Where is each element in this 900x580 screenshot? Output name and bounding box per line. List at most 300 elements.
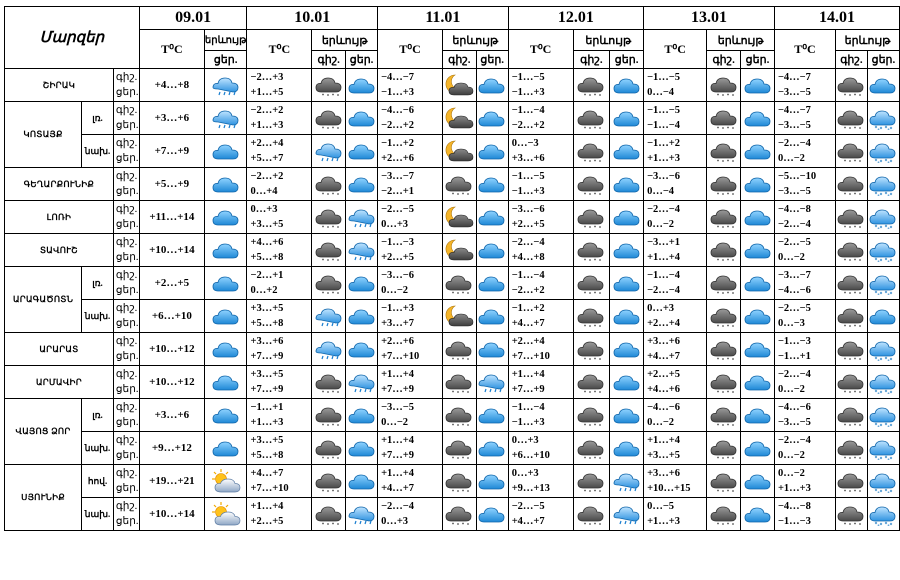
moon-cloud-icon xyxy=(444,205,474,229)
night-weather-icon xyxy=(312,432,346,465)
cloud-grey-icon xyxy=(314,106,344,130)
subregion-label: լռ. xyxy=(82,267,114,300)
temp-cell xyxy=(378,168,443,201)
day-weather-icon xyxy=(346,333,378,366)
night-temp: −2…−5 xyxy=(381,204,415,215)
cloud-grey-icon xyxy=(836,502,866,526)
day-col-header-5: ցեր. xyxy=(867,51,899,69)
region-name: ԿՈՏԱՅՔ xyxy=(5,102,82,168)
temp-cell xyxy=(378,432,443,465)
day-temp: 0…−2 xyxy=(381,417,409,428)
day0-weather-icon xyxy=(204,267,247,300)
temp-cell xyxy=(508,432,573,465)
night-temp: +3…+5 xyxy=(250,303,284,314)
day-weather-icon xyxy=(476,465,508,498)
night-weather-icon xyxy=(312,201,346,234)
cloud-grey-icon xyxy=(709,502,739,526)
night-weather-icon xyxy=(707,201,741,234)
cloud-blue-icon xyxy=(868,305,898,327)
night-temp: 0…−5 xyxy=(647,501,675,512)
temp-cell xyxy=(644,135,707,168)
temp-cell xyxy=(774,432,835,465)
temp-cell xyxy=(378,102,443,135)
temp-cell xyxy=(508,300,573,333)
temp-cell xyxy=(508,135,573,168)
day-temp: −2…+2 xyxy=(381,120,415,131)
day-weather-icon xyxy=(476,300,508,333)
region-row xyxy=(5,432,900,465)
night-temp: +2…+4 xyxy=(250,138,284,149)
sun-cloud-icon xyxy=(211,468,241,494)
cloud-grey-icon xyxy=(709,370,739,394)
day-col-header-1: ցեր. xyxy=(346,51,378,69)
day-weather-icon xyxy=(346,234,378,267)
night-weather-icon xyxy=(312,366,346,399)
night-temp: 0…+3 xyxy=(647,303,675,314)
night-weather-icon xyxy=(707,267,741,300)
day-weather-icon xyxy=(741,201,775,234)
night-temp: −4…−8 xyxy=(777,501,811,512)
day-weather-icon xyxy=(346,300,378,333)
cloud-grey-icon xyxy=(576,172,606,196)
cloud-snow-icon xyxy=(868,469,898,493)
cloud-grey-icon xyxy=(314,436,344,460)
day-temp: +7…+10 xyxy=(511,351,550,362)
cloud-snow-icon xyxy=(868,403,898,427)
day-label: ցեր. xyxy=(115,252,139,263)
night-temp: −4…−6 xyxy=(777,402,811,413)
temp-header-3: T⁰C xyxy=(508,30,573,69)
day0-weather-icon xyxy=(204,300,247,333)
cloud-blue-icon xyxy=(612,404,642,426)
cloud-grey-icon xyxy=(576,370,606,394)
cloud-grey-icon xyxy=(444,271,474,295)
cloud-grey-icon xyxy=(444,172,474,196)
region-name: ՏԱՎՈՒՇ xyxy=(5,234,114,267)
night-col-header-5: գիշ. xyxy=(835,51,867,69)
night-weather-icon xyxy=(312,102,346,135)
night-temp: +3…+6 xyxy=(250,336,284,347)
night-day-label xyxy=(113,135,139,168)
day-label: ցեր. xyxy=(115,417,139,428)
temp-cell xyxy=(508,399,573,432)
night-weather-icon xyxy=(312,399,346,432)
day0-temp: +4…+8 xyxy=(139,69,204,102)
night-label: գիշ. xyxy=(115,72,138,83)
night-temp: +2…+4 xyxy=(511,336,545,347)
day-temp: +1…+3 xyxy=(647,153,681,164)
cloud-grey-icon xyxy=(836,304,866,328)
night-day-label xyxy=(113,399,139,432)
night-temp: −1…−4 xyxy=(511,402,545,413)
cloud-grey-icon xyxy=(576,238,606,262)
night-temp: +1…+4 xyxy=(511,369,545,380)
day-weather-icon xyxy=(741,498,775,531)
night-label: գիշ. xyxy=(115,303,138,314)
temp-cell xyxy=(774,399,835,432)
night-weather-icon xyxy=(312,234,346,267)
temp-cell xyxy=(774,69,835,102)
temp-cell xyxy=(774,135,835,168)
night-label: գիշ. xyxy=(115,237,138,248)
cloud-blue-icon xyxy=(347,140,377,162)
cloud-blue-icon xyxy=(477,239,507,261)
day-weather-icon xyxy=(741,366,775,399)
cloud-grey-icon xyxy=(576,337,606,361)
day-weather-icon xyxy=(346,465,378,498)
day0-weather-icon xyxy=(204,465,247,498)
cloud-blue-icon xyxy=(211,239,241,261)
cloud-blue-icon xyxy=(347,404,377,426)
day-weather-icon xyxy=(610,498,644,531)
night-temp: 0…+3 xyxy=(511,435,539,446)
day0-temp: +3…+6 xyxy=(139,102,204,135)
cloud-grey-icon xyxy=(576,271,606,295)
cloud-grey-icon xyxy=(314,370,344,394)
day-temp: +7…+10 xyxy=(381,351,420,362)
weather-header-4: երևույթ xyxy=(707,30,775,51)
night-weather-icon xyxy=(442,135,476,168)
day0-weather-icon xyxy=(204,69,247,102)
weather-header-1: երևույթ xyxy=(312,30,378,51)
day0-temp: +5…+9 xyxy=(139,168,204,201)
temp-cell xyxy=(508,102,573,135)
subregion-label: լռ. xyxy=(82,399,114,432)
night-temp: +3…+5 xyxy=(250,435,284,446)
region-row xyxy=(5,498,900,531)
cloud-grey-icon xyxy=(836,73,866,97)
cloud-grey-icon xyxy=(709,469,739,493)
temp-cell xyxy=(247,267,312,300)
cloud-blue-icon xyxy=(612,272,642,294)
temp-cell xyxy=(644,300,707,333)
temp-cell xyxy=(508,465,573,498)
subregion-label: նախ. xyxy=(82,432,114,465)
night-weather-icon xyxy=(835,234,867,267)
moon-cloud-icon xyxy=(444,238,474,262)
day-col-header-4: ցեր. xyxy=(741,51,775,69)
cloud-rain-icon xyxy=(612,469,642,493)
day-temp: +7…+9 xyxy=(381,450,415,461)
night-temp: −2…−4 xyxy=(777,369,811,380)
night-weather-icon xyxy=(442,168,476,201)
day-weather-icon xyxy=(476,366,508,399)
cloud-grey-icon xyxy=(709,403,739,427)
day-weather-icon xyxy=(741,102,775,135)
night-weather-icon xyxy=(573,432,610,465)
day-weather-icon xyxy=(741,69,775,102)
night-weather-icon xyxy=(573,135,610,168)
day0-weather-icon xyxy=(204,102,247,135)
region-row xyxy=(5,366,900,399)
temp-cell xyxy=(508,267,573,300)
cloud-blue-icon xyxy=(347,305,377,327)
night-temp: +3…+6 xyxy=(647,468,681,479)
night-weather-icon xyxy=(312,300,346,333)
night-temp: −2…−5 xyxy=(511,501,545,512)
cloud-rain-icon xyxy=(314,139,344,163)
day-weather-icon xyxy=(610,333,644,366)
day0-temp: +19…+21 xyxy=(139,465,204,498)
cloud-grey-icon xyxy=(709,205,739,229)
day-temp: +5…+7 xyxy=(250,153,284,164)
cloud-grey-icon xyxy=(314,172,344,196)
cloud-blue-icon xyxy=(868,74,898,96)
cloud-blue-icon xyxy=(743,503,773,525)
night-weather-icon xyxy=(707,399,741,432)
moon-cloud-icon xyxy=(444,304,474,328)
cloud-snow-icon xyxy=(868,205,898,229)
temp-header-2: T⁰C xyxy=(378,30,443,69)
temp-cell xyxy=(644,69,707,102)
night-temp: −3…−7 xyxy=(777,270,811,281)
cloud-blue-icon xyxy=(211,437,241,459)
cloud-blue-icon xyxy=(612,173,642,195)
cloud-grey-icon xyxy=(836,271,866,295)
day0-weather-icon xyxy=(204,366,247,399)
cloud-grey-icon xyxy=(314,502,344,526)
day-weather-icon xyxy=(346,69,378,102)
region-name: ԱՐԱՐԱՏ xyxy=(5,333,114,366)
night-day-label xyxy=(113,267,139,300)
cloud-snow-icon xyxy=(868,106,898,130)
day0-temp: +3…+6 xyxy=(139,399,204,432)
night-label: գիշ. xyxy=(115,468,138,479)
cloud-blue-icon xyxy=(477,305,507,327)
cloud-blue-icon xyxy=(612,140,642,162)
day-temp: −1…−3 xyxy=(777,516,811,527)
region-row xyxy=(5,300,900,333)
day-col-header-2: ցեր. xyxy=(476,51,508,69)
cloud-grey-icon xyxy=(709,238,739,262)
day-weather-icon xyxy=(346,135,378,168)
night-temp: +3…+5 xyxy=(250,369,284,380)
day-weather-icon xyxy=(346,399,378,432)
night-weather-icon xyxy=(442,333,476,366)
day-weather-icon xyxy=(867,267,899,300)
night-day-label xyxy=(113,498,139,531)
day-weather-icon xyxy=(476,432,508,465)
day-weather-icon xyxy=(610,432,644,465)
cloud-grey-icon xyxy=(314,238,344,262)
day-weather-icon xyxy=(741,267,775,300)
day-temp: +1…+5 xyxy=(250,87,284,98)
temp-cell xyxy=(378,300,443,333)
day-weather-icon xyxy=(867,366,899,399)
temp-cell xyxy=(508,168,573,201)
night-label: գիշ. xyxy=(115,402,138,413)
night-weather-icon xyxy=(707,234,741,267)
day-col-header-0: ցեր. xyxy=(204,51,247,69)
night-weather-icon xyxy=(312,168,346,201)
day-temp: 0…+3 xyxy=(381,516,409,527)
night-weather-icon xyxy=(707,366,741,399)
day-header-0: 09.01 xyxy=(139,7,247,30)
night-temp: +2…+5 xyxy=(647,369,681,380)
night-temp: −1…+2 xyxy=(511,303,545,314)
cloud-snow-icon xyxy=(868,238,898,262)
night-label: գիշ. xyxy=(115,204,138,215)
day-temp: +4…+7 xyxy=(647,351,681,362)
day-weather-icon xyxy=(476,267,508,300)
temp-cell xyxy=(247,234,312,267)
night-label: գիշ. xyxy=(115,138,138,149)
day-col-header-3: ցեր. xyxy=(610,51,644,69)
temp-cell xyxy=(644,333,707,366)
night-weather-icon xyxy=(835,432,867,465)
night-weather-icon xyxy=(707,465,741,498)
night-temp: −1…−5 xyxy=(511,72,545,83)
cloud-snow-icon xyxy=(868,271,898,295)
night-weather-icon xyxy=(312,135,346,168)
night-weather-icon xyxy=(835,267,867,300)
night-day-label xyxy=(113,432,139,465)
temp-cell xyxy=(644,267,707,300)
day0-weather-icon xyxy=(204,498,247,531)
cloud-blue-icon xyxy=(743,74,773,96)
night-day-label xyxy=(113,102,139,135)
day-temp: +7…+10 xyxy=(250,483,289,494)
day-temp: +1…+4 xyxy=(647,252,681,263)
night-weather-icon xyxy=(312,465,346,498)
night-temp: −3…−5 xyxy=(381,402,415,413)
cloud-blue-icon xyxy=(743,338,773,360)
night-weather-icon xyxy=(442,267,476,300)
temp-cell xyxy=(247,168,312,201)
cloud-grey-icon xyxy=(444,403,474,427)
cloud-blue-icon xyxy=(612,338,642,360)
cloud-grey-icon xyxy=(444,436,474,460)
night-weather-icon xyxy=(442,366,476,399)
cloud-rain-icon xyxy=(347,205,377,229)
night-day-label xyxy=(113,234,139,267)
cloud-blue-icon xyxy=(743,206,773,228)
temp-cell xyxy=(378,234,443,267)
night-temp: −2…−4 xyxy=(511,237,545,248)
cloud-grey-icon xyxy=(709,304,739,328)
day-label: ցեր. xyxy=(115,450,139,461)
weather-header-5: երևույթ xyxy=(835,30,899,51)
night-weather-icon xyxy=(573,300,610,333)
night-temp: 0…−3 xyxy=(511,138,539,149)
temp-cell xyxy=(508,201,573,234)
cloud-grey-icon xyxy=(709,139,739,163)
cloud-grey-icon xyxy=(444,337,474,361)
night-weather-icon xyxy=(573,102,610,135)
day-temp: −4…−6 xyxy=(777,285,811,296)
day0-weather-icon xyxy=(204,432,247,465)
day-weather-icon xyxy=(610,102,644,135)
night-temp: −4…−6 xyxy=(647,402,681,413)
cloud-blue-icon xyxy=(477,107,507,129)
day-weather-icon xyxy=(867,465,899,498)
temp-cell xyxy=(378,267,443,300)
region-row xyxy=(5,399,900,432)
night-temp: −2…−4 xyxy=(777,138,811,149)
day-temp: 0…−4 xyxy=(647,87,675,98)
cloud-blue-icon xyxy=(743,173,773,195)
temp-cell xyxy=(774,300,835,333)
cloud-rain-icon xyxy=(347,238,377,262)
cloud-grey-icon xyxy=(576,469,606,493)
cloud-snow-icon xyxy=(868,370,898,394)
cloud-rain-icon xyxy=(612,502,642,526)
day-temp: +7…+9 xyxy=(250,384,284,395)
cloud-grey-icon xyxy=(314,271,344,295)
night-temp: +1…+4 xyxy=(381,369,415,380)
day-temp: −1…+3 xyxy=(511,417,545,428)
day-temp: −2…+1 xyxy=(381,186,415,197)
night-weather-icon xyxy=(835,102,867,135)
night-weather-icon xyxy=(442,300,476,333)
day-temp: −1…−4 xyxy=(647,120,681,131)
temp-cell xyxy=(378,69,443,102)
day-temp: +4…+7 xyxy=(381,483,415,494)
temp-cell xyxy=(247,399,312,432)
day0-temp: +2…+5 xyxy=(139,267,204,300)
temp-cell xyxy=(774,267,835,300)
day0-temp: +10…+14 xyxy=(139,234,204,267)
night-temp: −1…−5 xyxy=(647,72,681,83)
day-weather-icon xyxy=(741,135,775,168)
night-temp: −3…−6 xyxy=(647,171,681,182)
moon-cloud-icon xyxy=(444,139,474,163)
cloud-grey-icon xyxy=(444,469,474,493)
night-weather-icon xyxy=(573,168,610,201)
day-temp: +3…+6 xyxy=(511,153,545,164)
day-label: ցեր. xyxy=(115,285,139,296)
night-temp: −4…−8 xyxy=(777,204,811,215)
day-temp: 0…+4 xyxy=(250,186,278,197)
day-temp: +4…+7 xyxy=(511,318,545,329)
night-col-header-3: գիշ. xyxy=(573,51,610,69)
night-temp: −2…+2 xyxy=(250,105,284,116)
night-label: գիշ. xyxy=(115,435,138,446)
cloud-grey-icon xyxy=(709,271,739,295)
day-temp: −1…+1 xyxy=(777,351,811,362)
cloud-blue-icon xyxy=(211,206,241,228)
cloud-blue-icon xyxy=(477,503,507,525)
night-weather-icon xyxy=(707,69,741,102)
day-temp: +5…+8 xyxy=(250,318,284,329)
cloud-blue-icon xyxy=(612,74,642,96)
day-weather-icon xyxy=(346,432,378,465)
cloud-grey-icon xyxy=(444,502,474,526)
region-row xyxy=(5,333,900,366)
day-weather-icon xyxy=(741,300,775,333)
day-temp: +4…+7 xyxy=(511,516,545,527)
temp-cell xyxy=(508,498,573,531)
day-temp: +2…+5 xyxy=(250,516,284,527)
day-temp: 0…−3 xyxy=(777,318,805,329)
night-weather-icon xyxy=(835,498,867,531)
night-weather-icon xyxy=(835,300,867,333)
cloud-grey-icon xyxy=(314,73,344,97)
night-label: գիշ. xyxy=(115,501,138,512)
night-weather-icon xyxy=(573,399,610,432)
subregion-label: նախ. xyxy=(82,300,114,333)
day-weather-icon xyxy=(346,102,378,135)
temp-cell xyxy=(378,399,443,432)
cloud-grey-icon xyxy=(576,205,606,229)
day-temp: 0…−2 xyxy=(381,285,409,296)
day-label: ցեր. xyxy=(115,483,139,494)
day-weather-icon xyxy=(867,399,899,432)
cloud-blue-icon xyxy=(347,74,377,96)
day-label: ցեր. xyxy=(115,120,139,131)
day-weather-icon xyxy=(610,465,644,498)
day-temp: +2…+5 xyxy=(381,252,415,263)
